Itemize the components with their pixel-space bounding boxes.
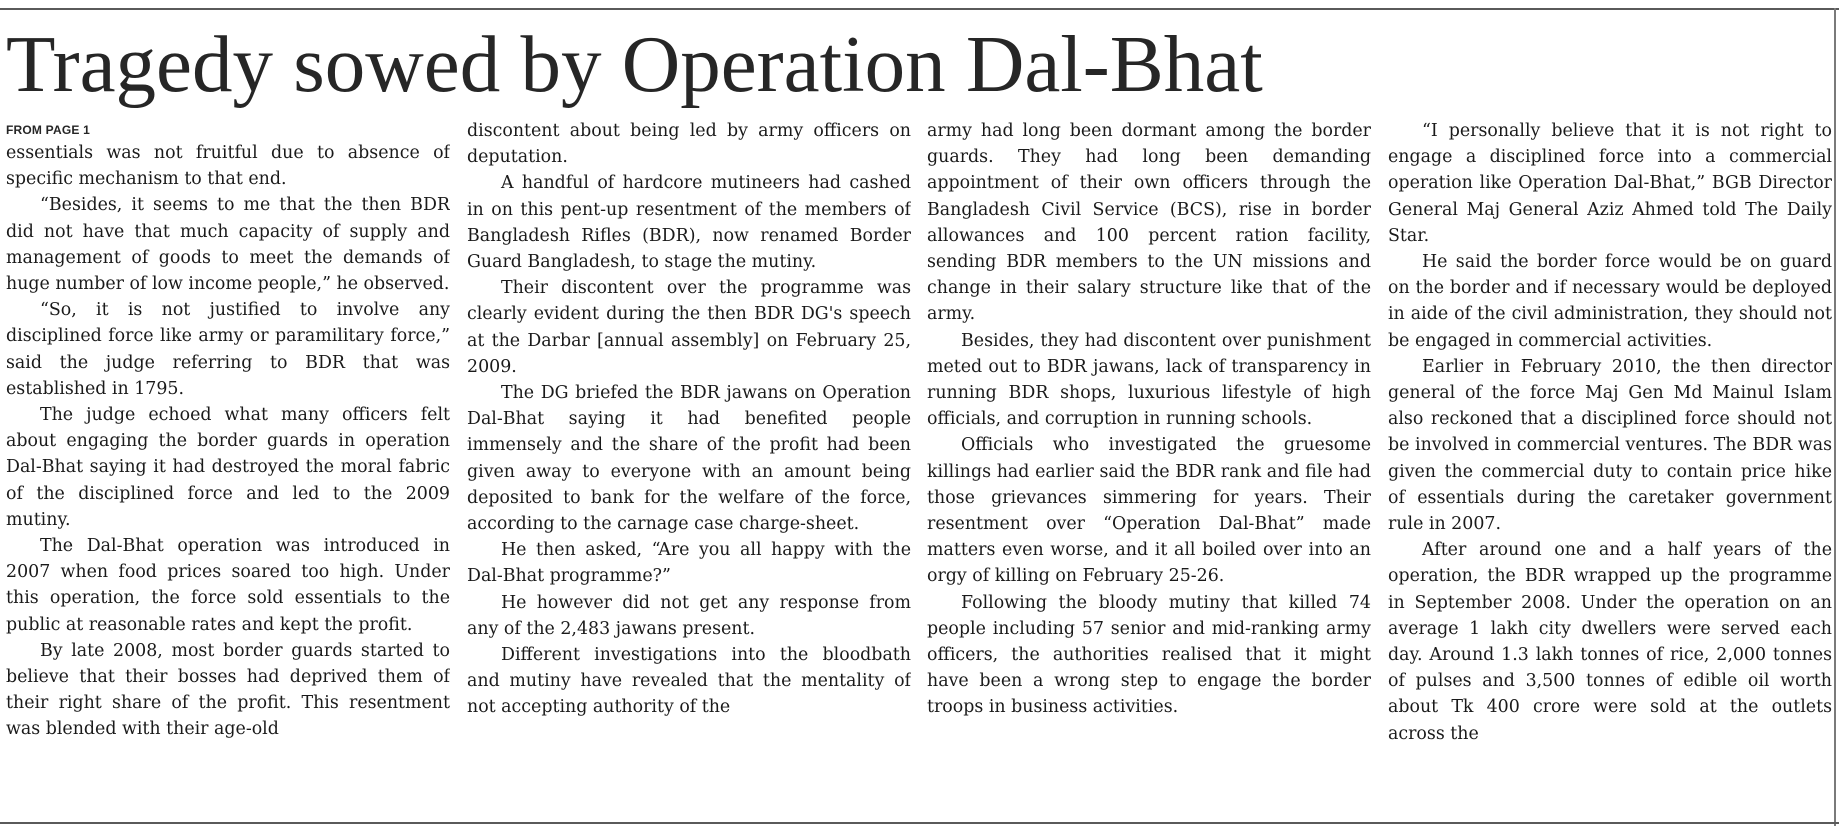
paragraph: By late 2008, most border guards started to believe that their bosses had deprived them of their right share of the profit. This resentment was blended with their age-old xyxy=(6,640,450,740)
paragraph: Different investigations into the bloodbath and mutiny have revealed that the mentality of not accepting authority of the xyxy=(467,645,911,718)
column-3 xyxy=(927,118,1371,818)
paragraph: He however did not get any response from any of the 2,483 jawans present. xyxy=(467,592,911,639)
paragraph: essentials was not fruitful due to absence of specific mechanism to that end. xyxy=(6,143,450,190)
paragraph: “Besides, it seems to me that the then BDR did not have that much capacity of supply and management of goods to meet the demands of huge number of low income people,” he observed. xyxy=(6,195,450,295)
paragraph: A handful of hardcore mutineers had cashed in on this pent-up resentment of the members of Bangladesh Rifles (BDR), now renamed Border Guard Bangladesh, to stage the mutiny. xyxy=(467,173,911,273)
paragraph: army had long been dormant among the border guards. They had long been demanding appointment of their own officers through the Bangladesh Civil Service (BCS), rise in border allowances and 100 percent ration facility, sending BDR members to the UN missions and change in their salary structure like that of the army. xyxy=(927,121,1371,325)
paragraph: discontent about being led by army officers on deputation. xyxy=(467,121,911,168)
paragraph: “I personally believe that it is not right to engage a disciplined force into a commercial operation like Operation Dal-Bhat,” BGB Director General Maj General Aziz Ahmed told The Daily Star. xyxy=(1388,121,1832,246)
paragraph: Their discontent over the programme was clearly evident during the then BDR DG's speech at the Darbar [annual assembly] on February 25, 2009. xyxy=(467,278,911,377)
paragraph: “So, it is not justified to involve any disciplined force like army or paramilitary force,” said the judge referring to BDR that was established in 1795. xyxy=(6,300,450,399)
paragraph: He then asked, “Are you all happy with the Dal-Bhat programme?” xyxy=(467,540,911,587)
paragraph: He said the border force would be on guard on the border and if necessary would be deployed in aide of the civil administration, they should not be engaged in commercial activities. xyxy=(1388,252,1832,351)
column-2 xyxy=(467,118,911,818)
kicker-from-page-1: FROM PAGE 1 xyxy=(6,123,90,137)
column-4 xyxy=(1388,118,1832,818)
paragraph: Officials who investigated the gruesome killings had earlier said the BDR rank and file had those grievances simmering for years. Their resentment over “Operation Dal-Bhat” made matters even worse, and it all boiled over into an orgy of killing on February 25-26. xyxy=(927,435,1371,587)
bottom-rule xyxy=(0,822,1839,824)
paragraph: Earlier in February 2010, the then director general of the force Maj Gen Md Mainul Islam also reckoned that a disciplined force should not be involved in commercial ventures. The BDR was given the commercial duty to contain price hike of essentials during the caretaker government rule in 2007. xyxy=(1388,356,1832,535)
right-rule xyxy=(1834,8,1836,826)
column-1 xyxy=(6,118,450,818)
paragraph: Besides, they had discontent over punishment meted out to BDR jawans, lack of transparency in running BDR shops, luxurious lifestyle of high officials, and corruption in running schools. xyxy=(927,330,1371,430)
paragraph: The Dal-Bhat operation was introduced in 2007 when food prices soared too high. Under this operation, the force sold essentials to the public at reasonable rates and kept the profit. xyxy=(6,536,450,635)
paragraph: After around one and a half years of the operation, the BDR wrapped up the programme in September 2008. Under the operation on an average 1 lakh city dwellers were served each day. Around 1.3 lakh tonnes of rice, 2,000 tonnes of pulses and 3,500 tonnes of edible oil worth about Tk 400 crore were sold at the outlets across the xyxy=(1388,540,1832,744)
paragraph: The DG briefed the BDR jawans on Operation Dal-Bhat saying it had benefited people immensely and the share of the profit had been given away to everyone with an amount being deposited to bank for the welfare of the force, according to the carnage case charge-sheet. xyxy=(467,383,911,535)
headline: Tragedy sowed by Operation Dal-Bhat xyxy=(6,19,1263,109)
paragraph: The judge echoed what many officers felt about engaging the border guards in operation Dal-Bhat saying it had destroyed the moral fabric of the disciplined force and led to the 2009 mutiny. xyxy=(6,405,450,530)
paragraph: Following the bloody mutiny that killed 74 people including 57 senior and mid-ranking army officers, the authorities realised that it might have been a wrong step to engage the border troops in business activities. xyxy=(927,592,1371,718)
